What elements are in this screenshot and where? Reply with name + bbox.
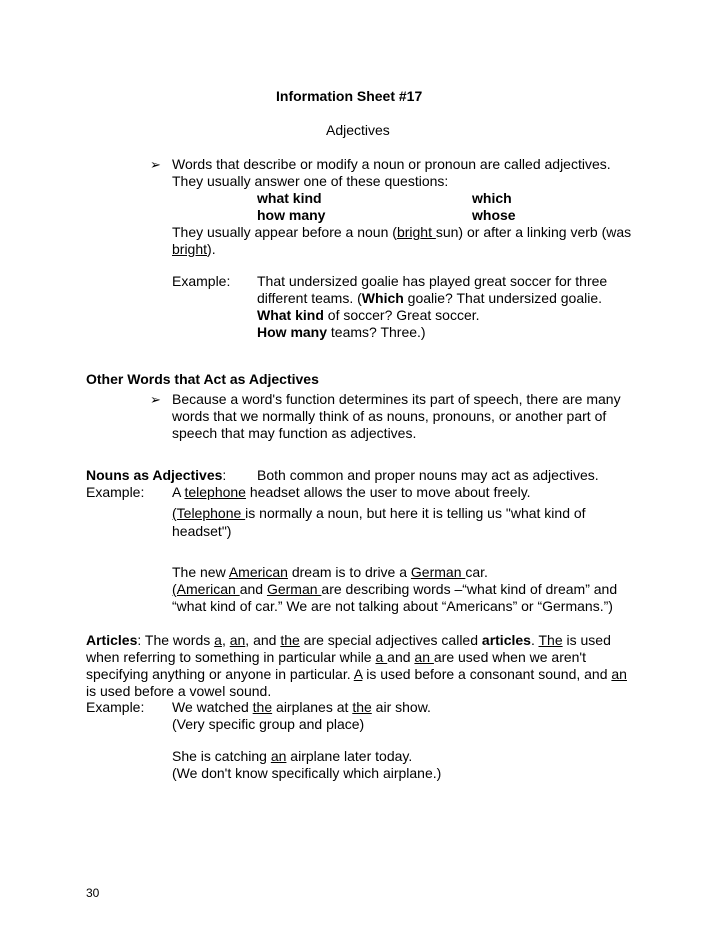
example-label: Example:: [86, 484, 145, 500]
section-heading-other-words: Other Words that Act as Adjectives: [86, 371, 319, 387]
sec3-line: “what kind of car.” We are not talking about “Americans” or “Germans.”): [172, 598, 613, 614]
sec1-line: They usually appear before a noun (bright sun) or after a linking verb (was: [172, 224, 632, 240]
sec4-line: (We don't know specifically which airplane.): [172, 765, 442, 781]
page-title: Information Sheet #17: [276, 88, 423, 104]
sec4-line: Articles: The words a, an, and the are special adjectives called articles. The is used: [86, 632, 611, 648]
sec3-line: Both common and proper nouns may act as adjectives.: [257, 467, 599, 483]
page-number: 30: [86, 886, 100, 900]
bullet-arrow-icon: ➢: [150, 158, 161, 173]
sec4-line: We watched the airplanes at the air show.: [172, 699, 431, 715]
sec4-line: specifying anything or anyone in particular. A is used before a consonant sound, and an: [86, 666, 627, 682]
example-line: That undersized goalie has played great soccer for three: [257, 273, 608, 289]
page-subtitle: Adjectives: [326, 122, 390, 138]
bullet-arrow-icon: ➢: [150, 393, 161, 408]
sec4-line: is used before a vowel sound.: [86, 683, 272, 699]
sec3-line: A telephone headset allows the user to move about freely.: [172, 484, 531, 500]
question-whose: whose: [472, 207, 516, 223]
sec3-line: Nouns as Adjectives:: [86, 467, 227, 483]
sec2-line: speech that may function as adjectives.: [172, 425, 417, 441]
sec4-line: when referring to something in particular while a and an are used when we aren't: [86, 649, 586, 665]
sec2-line: Because a word's function determines its part of speech, there are many: [172, 391, 621, 407]
sec4-line: (Very specific group and place): [172, 716, 365, 732]
sec3-line: headset"): [172, 523, 232, 539]
question-what-kind: what kind: [257, 190, 322, 206]
example-line: How many teams? Three.): [257, 324, 426, 340]
sec3-line: (American and German are describing words –“what kind of dream” and: [172, 581, 618, 597]
example-line: What kind of soccer? Great soccer.: [257, 307, 480, 323]
sec1-line: Words that describe or modify a noun or pronoun are called adjectives.: [172, 156, 611, 172]
question-which: which: [472, 190, 512, 206]
example-label: Example:: [172, 273, 231, 289]
sec2-line: words that we normally think of as nouns, pronouns, or another part of: [172, 408, 607, 424]
sec3-line: The new American dream is to drive a German car.: [172, 564, 488, 580]
question-how-many: how many: [257, 207, 326, 223]
sec3-line: (Telephone is normally a noun, but here it is telling us "what kind of: [172, 505, 586, 521]
example-line: different teams. (Which goalie? That undersized goalie.: [257, 290, 603, 306]
sec1-line: bright).: [172, 241, 216, 257]
example-label: Example:: [86, 699, 145, 715]
sec1-line: They usually answer one of these questions:: [172, 173, 449, 189]
sec4-line: She is catching an airplane later today.: [172, 748, 413, 764]
